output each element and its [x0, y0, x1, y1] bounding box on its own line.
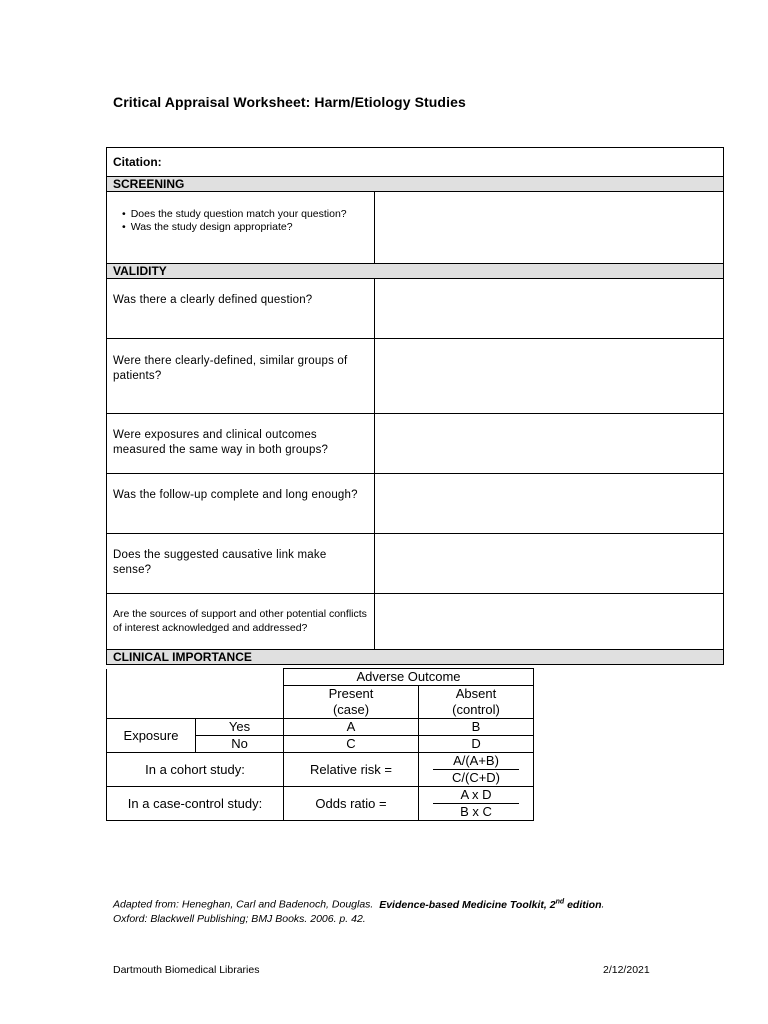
footnote-end: .: [601, 898, 605, 911]
rr-numerator: A/(A+B): [433, 753, 519, 770]
present-header: [284, 686, 419, 719]
validity-answer-cell[interactable]: [375, 414, 724, 474]
cohort-study-label: In a cohort study:: [107, 753, 284, 787]
adverse-outcome-header: Adverse Outcome: [284, 669, 534, 686]
screening-question: • Does the study question match your question?: [123, 208, 368, 221]
odds-ratio-label: Odds ratio =: [284, 787, 419, 821]
validity-question: Was there a clearly defined question?: [107, 279, 375, 339]
citation-cell[interactable]: [107, 148, 724, 177]
citation-label: Citation:: [113, 155, 162, 169]
worksheet-table: [106, 147, 724, 665]
screening-question: • Was the study design appropriate?: [123, 221, 368, 234]
section-clinical-importance: CLINICAL IMPORTANCE: [107, 650, 724, 665]
cell-a: A: [284, 719, 419, 736]
screening-questions-cell: [107, 192, 375, 264]
footnote-prefix: Adapted from: Heneghan, Carl and Badenoch, Douglas.: [113, 898, 374, 911]
exposure-label: Exposure: [107, 719, 196, 753]
book-title-text: Evidence-based Medicine Toolkit, 2: [379, 898, 556, 911]
footnote-line-1: [113, 895, 604, 912]
present-label: Present: [328, 686, 374, 701]
no-label: No: [196, 736, 284, 753]
edition-suffix: edition: [564, 898, 602, 911]
relative-risk-formula: [419, 753, 534, 787]
validity-answer-cell[interactable]: [375, 339, 724, 414]
validity-answer-cell[interactable]: [375, 594, 724, 650]
case-control-study-label: In a case-control study:: [107, 787, 284, 821]
section-validity: VALIDITY: [107, 264, 724, 279]
edition-sup: nd: [555, 898, 565, 905]
or-denominator: B x C: [460, 804, 492, 819]
section-screening: SCREENING: [107, 177, 724, 192]
screening-answer-cell[interactable]: [375, 192, 724, 264]
footer-date: 2/12/2021: [603, 964, 650, 976]
validity-question: Were exposures and clinical outcomes measured the same way in both groups?: [107, 414, 375, 474]
absent-sublabel: (control): [452, 702, 500, 717]
validity-answer-cell[interactable]: [375, 474, 724, 534]
relative-risk-label: Relative risk =: [284, 753, 419, 787]
footer-organization: Dartmouth Biomedical Libraries: [113, 964, 260, 976]
blank-corner-cell: [107, 669, 284, 719]
book-title: [379, 899, 601, 911]
present-sublabel: (case): [332, 702, 370, 717]
cell-c: C: [284, 736, 419, 753]
odds-ratio-formula: [419, 787, 534, 821]
screening-list: [113, 208, 368, 234]
validity-question: Were there clearly-defined, similar groups of patients?: [107, 339, 375, 414]
cell-b: B: [419, 719, 534, 736]
validity-answer-cell[interactable]: [375, 534, 724, 594]
source-footnote: [113, 895, 604, 926]
yes-label: Yes: [196, 719, 284, 736]
validity-question: Does the suggested causative link make sense?: [107, 534, 375, 594]
cell-d: D: [419, 736, 534, 753]
page-title: Critical Appraisal Worksheet: Harm/Etiology Studies: [113, 94, 466, 110]
absent-header: [419, 686, 534, 719]
validity-question: Was the follow-up complete and long enough?: [107, 474, 375, 534]
or-numerator: A x D: [433, 787, 519, 804]
absent-label: Absent: [455, 686, 497, 701]
validity-answer-cell[interactable]: [375, 279, 724, 339]
footnote-line-2: Oxford: Blackwell Publishing; BMJ Books. 2006. p. 42.: [113, 912, 366, 925]
clinical-importance-table: [106, 668, 534, 821]
rr-denominator: C/(C+D): [451, 770, 501, 785]
validity-question: Are the sources of support and other potential conflicts of interest acknowledged and addressed?: [107, 594, 375, 650]
